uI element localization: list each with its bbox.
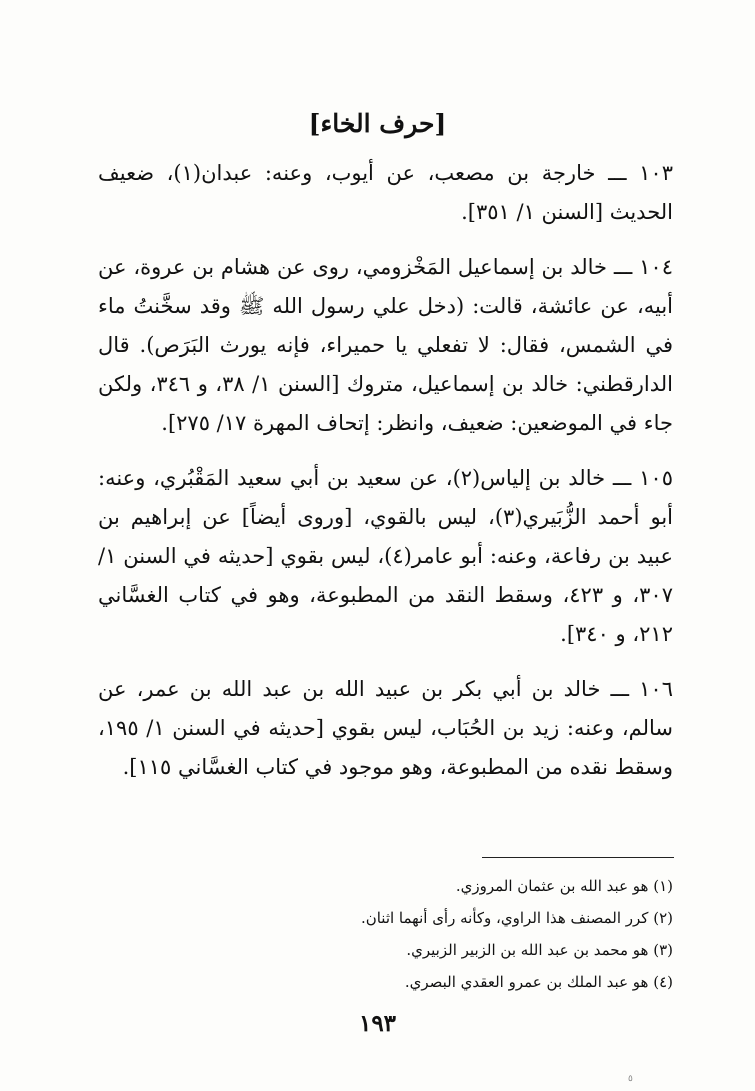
entry-106: ١٠٦ ـــ خالد بن أبي بكر بن عبيد الله بن عبد الله بن عمر، عن سالم، وعنه: زيد بن الحُبَاب، ليس بقوي [حديثه في السنن ١/ ١٩٥، وسقط نقده من المطبوعة، وهو موجود في كتاب الغسَّاني ١١٥]. <box>98 677 673 779</box>
footnotes-list <box>98 870 673 998</box>
corner-mark: ٥ <box>628 1074 633 1084</box>
section-heading: [حرف الخاء] <box>308 109 447 138</box>
footnote-3: (٣) هو محمد بن عبد الله بن الزبير الزبيري. <box>406 941 673 959</box>
entries-list <box>98 154 673 803</box>
footnote-divider <box>482 857 674 858</box>
footnote-1: (١) هو عبد الله بن عثمان المروزي. <box>455 877 673 895</box>
entry-103: ١٠٣ ـــ خارجة بن مصعب، عن أيوب، وعنه: عبدان(١)، ضعيف الحديث [السنن ١/ ٣٥١]. <box>98 161 673 224</box>
footnote-4: (٤) هو عبد الملك بن عمرو العقدي البصري. <box>404 973 673 991</box>
entry-104: ١٠٤ ـــ خالد بن إسماعيل المَخْزومي، روى عن هشام بن عروة، عن أبيه، عن عائشة، قالت: (دخل علي رسول الله ﷺ وقد سخَّنتُ ماء في الشمس، فقال: لا تفعلي يا حميراء، فإنه يورث البَرَص). قال الدارقطني: خالد بن إسماعيل، متروك [السنن ١/ ٣٨، و ٣٤٦، ولكن جاء في الموضعين: ضعيف، وانظر: إتحاف المهرة ١٧/ ٢٧٥]. <box>98 255 673 435</box>
page-number: ١٩٣ <box>358 1010 397 1037</box>
entry-105: ١٠٥ ـــ خالد بن إلياس(٢)، عن سعيد بن أبي سعيد المَقْبُري، وعنه: أبو أحمد الزُّبَيري(٣)، ليس بالقوي، [وروى أيضاً] عن إبراهيم بن عبيد بن رفاعة، وعنه: أبو عامر(٤)، ليس بقوي [حديثه في السنن ١/ ٣٠٧، و ٤٢٣، وسقط النقد من المطبوعة، وهو في كتاب الغسَّاني ٢١٢، و ٣٤٠]. <box>98 466 673 646</box>
footnote-2: (٢) كرر المصنف هذا الراوي، وكأنه رأى أنهما اثنان. <box>360 909 673 927</box>
